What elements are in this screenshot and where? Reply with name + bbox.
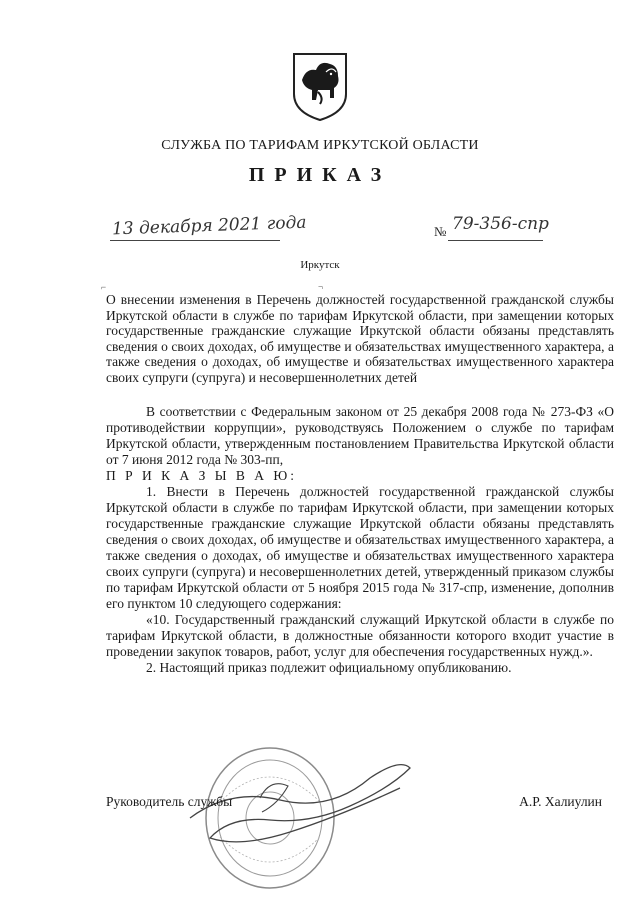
handwritten-number: 79-356-спр <box>452 214 549 234</box>
order-word: П Р И К А З Ы В А Ю: <box>106 468 298 483</box>
coat-of-arms-emblem <box>290 50 350 122</box>
corner-mark-right: ¬ <box>318 282 324 292</box>
handwritten-date: 13 декабря 2021 года <box>111 212 307 240</box>
signatory-title: Руководитель службы <box>106 794 233 809</box>
city-name: Иркутск <box>300 259 340 271</box>
item-10-paragraph: «10. Государственный гражданский служащий Иркутской области в службе по тарифам Иркутской области, в должностные обязанности которого входит участие в проведении закупок товаров, работ, услуг для обеспечения государственных нужд.». <box>106 612 614 659</box>
subject-heading: О внесении изменения в Перечень должностей государственной гражданской службы Иркутской области в службе по тарифам Иркутской области, при замещении которых государственные гражданские служащие Иркутской области обязаны представлять сведения о своих доходах, об имуществе и обязательствах имущественного характера, а также сведения о доходах, об имуществе и обязательствах имущественного характера своих супруги (супруга) и несовершеннолетних детей <box>106 292 614 385</box>
handwritten-signature <box>170 748 420 878</box>
item-2-paragraph: 2. Настоящий приказ подлежит официальному опубликованию. <box>146 660 512 675</box>
number-underline <box>448 240 543 241</box>
document-body <box>106 404 614 676</box>
agency-name: СЛУЖБА ПО ТАРИФАМ ИРКУТСКОЙ ОБЛАСТИ <box>161 138 479 153</box>
preamble-paragraph: В соответствии с Федеральным законом от 25 декабря 2008 года № 273-ФЗ «О противодействии коррупции», руководствуясь Положением о службе по тарифам Иркутской области, утвержденным постановлением Правительства Иркутской области от 7 июня 2012 года № 303-пп, <box>106 404 614 467</box>
document-type-title: ПРИКАЗ <box>248 164 392 186</box>
number-label: № <box>434 224 447 239</box>
corner-mark-left: ⌐ <box>101 282 107 292</box>
signatory-name: А.Р. Халиулин <box>519 794 602 809</box>
item-1-paragraph: 1. Внести в Перечень должностей государственной гражданской службы Иркутской области в службе по тарифам Иркутской области, при замещении которых государственные гражданские служащие Иркутской области обязаны представлять сведения о своих доходах, об имуществе и обязательствах имущественного характера, а также сведения о доходах, об имуществе и обязательствах имущественного характера своих супруги (супруга) и несовершеннолетних детей, утвержденный приказом службы по тарифам Иркутской области от 5 ноября 2015 года № 317-спр, изменение, дополнив его пунктом 10 следующего содержания: <box>106 484 614 611</box>
date-underline <box>110 240 280 241</box>
